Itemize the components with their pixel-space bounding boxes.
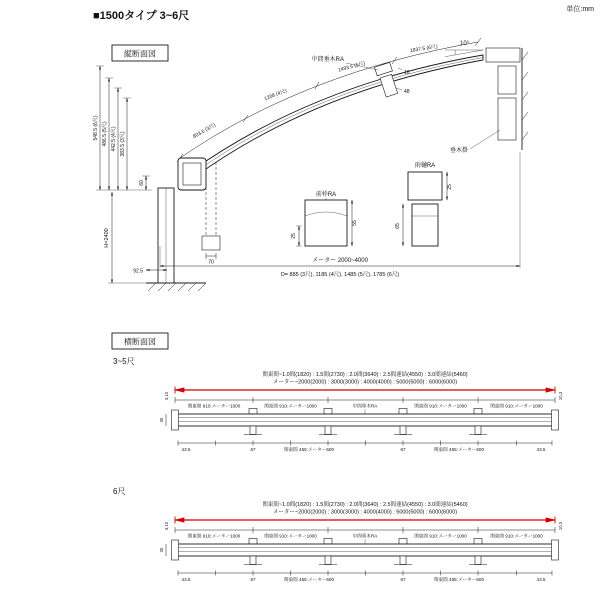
v2-mid-rafter-label: 中間垂木RA [352,533,378,539]
v1-dim-43-5-right: 43.5 [536,447,546,452]
v2-corner-right: 10,3 [558,521,563,531]
v1-dim-67-right: 67 [400,447,406,452]
dim-55: 55 [352,220,358,226]
v1-segment-dim-2: 関東間 910:メーター1000 [264,403,317,409]
cross-section-title-box [112,333,168,349]
post [158,188,174,283]
dim-60: 60 [139,180,145,186]
arc-dim-3shaku: 803.6 (3尺) [192,122,217,140]
bottom-small-dimensions [133,253,216,275]
cross-section-label: 横断面図 [124,337,156,347]
v1-rafter-brackets [244,426,487,435]
dim-92-5: 92.5 [133,268,143,275]
v2-bottom-seg-1: 関東間 455:メーター500 [283,577,335,582]
gutter-label: 雨樋RA [414,163,436,169]
v1-corner-left: 3,10 [164,391,169,401]
v2-segment-dim-3: 関東間 910:メーター1000 [414,533,467,539]
v2-corner-left: 3,10 [164,521,169,531]
arc-dim-5shaku: 1493.5 (5尺) [337,60,366,74]
dim-25a: 25 [291,233,297,239]
v2-width-kanto: 関東間~1.0間(1820) : 1.5間(2730) : 2.0間(3640) : 2.5間連結(4550) : 3.0間連結(5460) [262,502,468,508]
v1-dim-43-5-left: 43.5 [181,447,191,452]
v1-width-kanto: 関東間~1.0間(1820) : 1.5間(2730) : 2.0間(3640) : 2.5間連結(4550) : 3.0間連結(5460) [262,372,468,378]
arc-dim-6shaku: 1837.5 (6尺) [409,43,439,55]
v2-width-meter: メーター~2000(2000) : 3000(3000) : 4000(4000) : 5000(5000) : 6000(6000) [272,509,458,516]
rafter-hanger-label: 垂木掛 [449,148,468,154]
v2-bottom-seg-2: 関東間 455:メーター500 [433,577,485,582]
cross-section-variant-3-5 [113,357,563,453]
v2-segment-dim-4: 関東間 910:メーター1000 [490,533,543,539]
v1-width-meter: メーター~2000(2000) : 3000(3000) : 4000(4000) : 5000(5000) : 6000(6000) [272,379,458,386]
header [93,4,594,22]
roof-angle [445,41,483,57]
dim-25b: 25 [447,184,453,190]
gutter-detail [395,161,453,246]
dim-48: 48 [404,89,410,95]
variant1-name: 3~5尺 [113,357,135,366]
dim-meter-range: メーター 2000~4000 [312,258,368,264]
v2-dim-67-left: 67 [250,577,256,582]
height-dim-3shaku: 383.5 (3尺) [120,131,126,157]
page-title: ■1500タイプ 3~6尺 [93,10,190,22]
vertical-section-title-box [112,45,168,61]
variant2-name: 6尺 [113,487,126,496]
v2-dim-43-5-left: 43.5 [181,577,191,582]
v1-segment-dim-4: 関東間 910:メーター1000 [490,403,543,409]
arc-dim-4shaku: 1208 (4尺) [263,87,288,103]
height-dim-6shaku: 548.5 (6尺) [93,115,99,141]
unit-label: 単位:mm [566,6,594,13]
ground-hatch [146,283,206,291]
height-dim-4shaku: 442.5 (4尺) [111,126,117,152]
angle-label: 10° [460,41,470,47]
height-dim-5shaku: 486.5 (5尺) [102,121,108,147]
v2-segment-dim-1: 関東間 910:メーター1000 [187,533,241,539]
height-dimension-chain [92,66,152,190]
vertical-section-label: 縦断面図 [124,49,156,59]
dim-depth-values: D= 885 (3尺), 1185 (4尺), 1485 (5尺), 1785 (6尺) [280,272,400,278]
v1-dim-35: 35 [159,417,164,423]
v1-corner-right: 10,3 [558,391,563,401]
v1-bottom-seg-2: 関東間 455:メーター500 [433,447,485,452]
v1-segment-dim-1: 関東間 910:メーター1000 [187,403,241,409]
mid-rafter-label: 中間垂木RA [311,57,344,63]
vertical-section [92,38,528,291]
cross-section [112,333,563,583]
v2-dim-67-right: 67 [400,577,406,582]
v2-dim-35: 35 [159,547,164,553]
v2-rafter-brackets [244,556,487,565]
cross-section-variant-6 [113,487,563,583]
front-frame-detail [291,190,358,246]
dim-70: 70 [208,259,214,266]
dim-post-height: H=2400 [104,228,110,248]
v1-bottom-seg-1: 関東間 455:メーター500 [283,447,335,452]
dim-65: 65 [395,223,401,229]
v1-segment-dim-3: 関東間 910:メーター1000 [414,403,467,409]
v2-dim-43-5-right: 43.5 [536,577,546,582]
v1-dim-67-left: 67 [250,447,256,452]
dim-16: 16 [404,70,410,76]
front-frame-label: 前枠RA [315,192,337,198]
v1-mid-rafter-label: 中間垂木RA [352,403,378,409]
v2-segment-dim-2: 関東間 910:メーター1000 [264,533,317,539]
front-frame [178,158,206,190]
